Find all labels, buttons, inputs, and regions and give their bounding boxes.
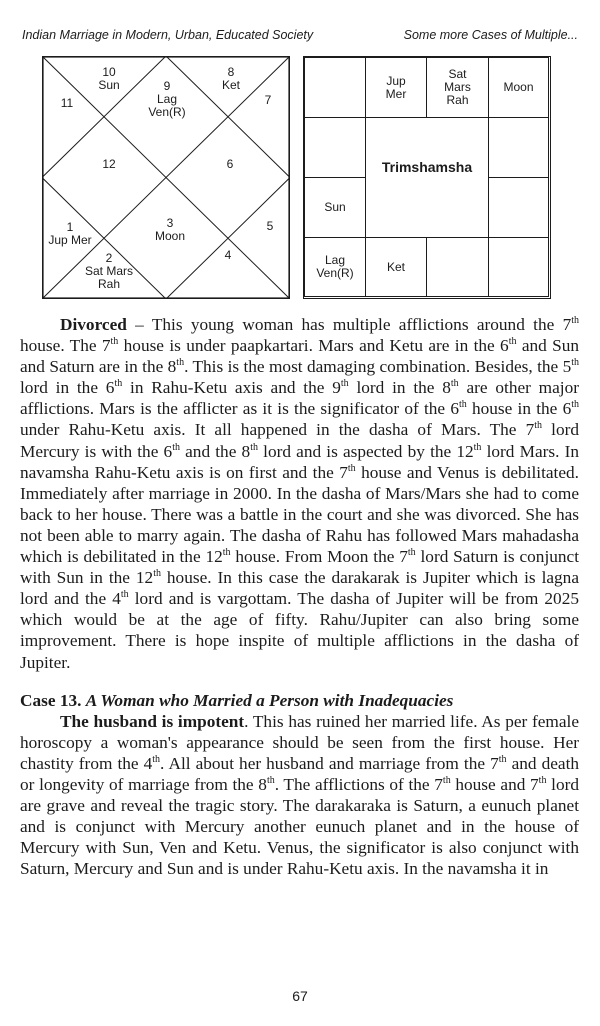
sign-cell: Lag Ven(R) — [304, 237, 366, 297]
case-heading: Case 13. A Woman who Married a Person with Inadequacies — [20, 690, 454, 710]
house-3: 3 Moon — [154, 216, 186, 243]
running-header-title: Indian Marriage in Modern, Urban, Educated Society — [22, 28, 314, 42]
house-11: 11 — [60, 96, 74, 110]
house-4: 4 — [224, 248, 232, 262]
house-12: 12 — [102, 157, 116, 171]
house-6: 6 — [226, 157, 234, 171]
house-7: 7 — [264, 93, 272, 107]
house-1: 1 Jup Mer — [48, 220, 92, 247]
house-8: 8 Ket — [221, 65, 241, 92]
paragraph-case-13: The husband is impotent. This has ruined her married life. As per female horoscopy a woman's appearance should be seen from the first house. Her chastity from the 4th. All about her husband and marriage from the 7th and death or longevity of marriage from the 8th. The afflictions of the 7th house and 7th lord are grave and reveal the tragic story. The darakaraka is Saturn, a eunuch planet and is conjunct with Mercury another eunuch planet and in the house of Mercury with Sun, Ven and Ketu. Venus, the significator is also conjunct with Saturn, Mercury and Sun and is under Rahu-Ketu axis. In the navamsha it in — [20, 711, 580, 879]
trimshamsha-chart — [303, 56, 551, 299]
running-header-section: Some more Cases of Multiple... — [403, 28, 578, 42]
chart-title: Trimshamsha — [381, 159, 473, 175]
sign-cell — [426, 237, 489, 297]
paragraph-divorced: Divorced – This young woman has multiple afflictions around the 7th house. The 7th house is under paapkartari. Mars and Ketu are in the 6th and Sun and Saturn are in the 8th. This is the most damaging combination. Besides, the 5th lord in the 6th in Rahu-Ketu axis and the 9th lord in the 8th are other major afflictions. Mars is the afflicter as it is the significator of the 6th house in the 6th under Rahu-Ketu axis. It all happened in the dasha of Mars. The 7th lord Mercury is with the 6th and the 8th lord and is aspected by the 12th lord Mars. In navamsha Rahu-Ketu axis is on first and the 7th house and Venus is debilitated. Immediately after marriage in 2000. In the dasha of Mars/Mars she had to come back to her house. There was a battle in the court and she was divorced. She has not been able to marry again. The dasha of Rahu has followed Mars mahadasha which is debilitated in the 12th house. From Moon the 7th lord Saturn is conjunct with Sun in the 12th house. In this case the darakarak is Jupiter which is lagna lord and the 4th lord and is vargottam. The dasha of Jupiter will be from 2025 which would be at the age of fifty. Rahu/Jupiter can also bring some improvement. There is hope inspite of multiple afflictions in the dasha of Jupiter. — [20, 315, 580, 672]
page-number: 67 — [292, 988, 308, 1004]
north-indian-chart — [42, 56, 290, 299]
sign-cell: Sun — [304, 177, 366, 238]
house-10: 10 Sun — [98, 65, 120, 92]
page-body — [20, 314, 579, 879]
sign-cell — [304, 117, 366, 178]
sign-cell — [304, 57, 366, 118]
sign-cell: Sat Mars Rah — [426, 57, 489, 118]
house-5: 5 — [266, 219, 274, 233]
house-2: 2 Sat Mars Rah — [84, 251, 134, 291]
sign-cell — [488, 117, 549, 178]
sign-cell — [488, 237, 549, 297]
sign-cell: Ket — [365, 237, 427, 297]
lead-phrase: Divorced — [60, 315, 127, 334]
house-9: 9 Lag Ven(R) — [148, 79, 186, 119]
lead-phrase: The husband is impotent — [60, 711, 245, 731]
sign-cell — [488, 177, 549, 238]
sign-cell: Jup Mer — [365, 57, 427, 118]
sign-cell: Moon — [488, 57, 549, 118]
